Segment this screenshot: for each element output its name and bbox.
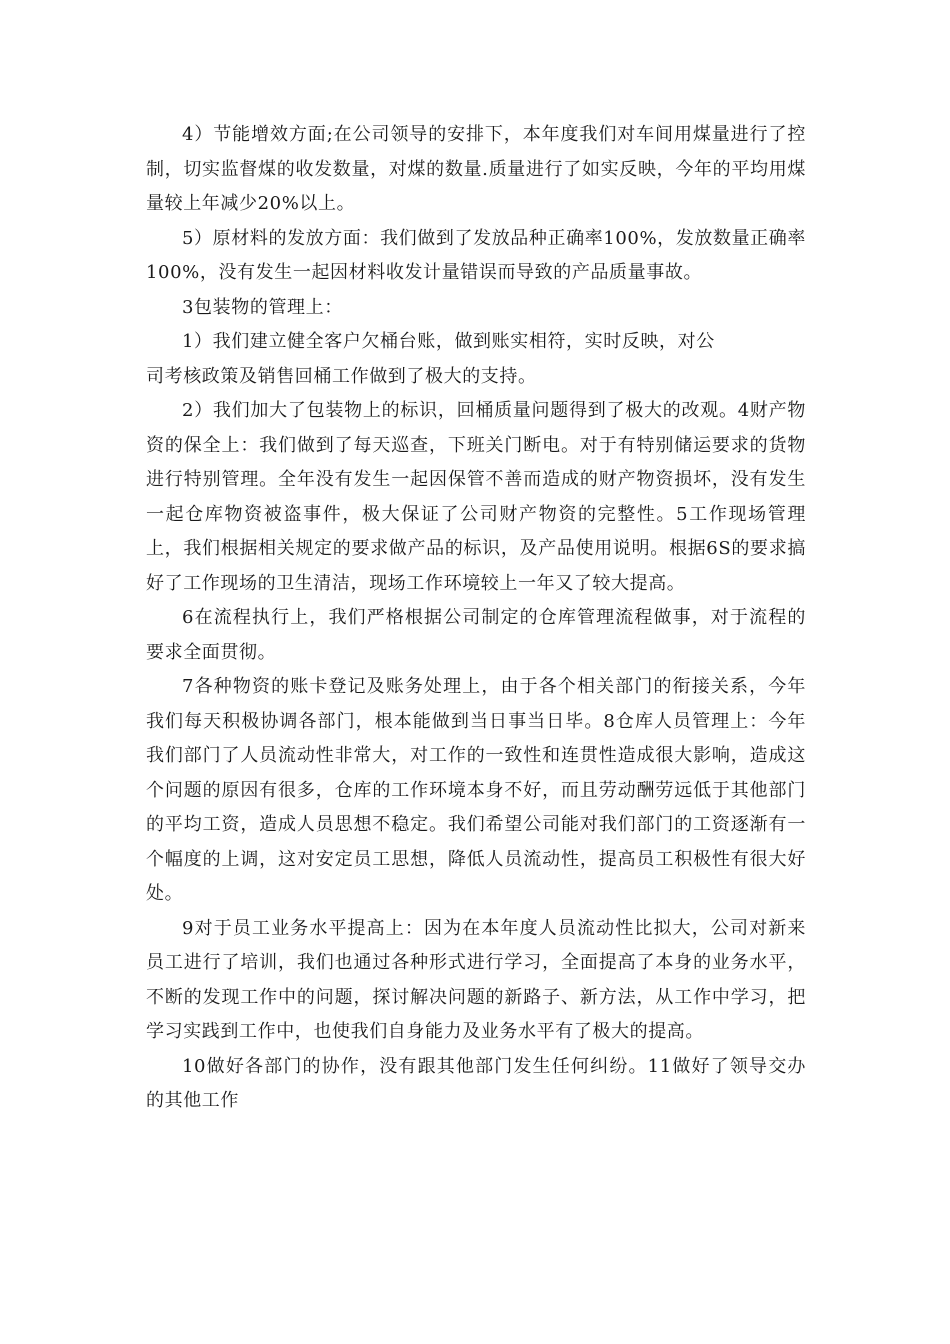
paragraph-packaging-ledger: 1）我们建立健全客户欠桶台账，做到账实相符，实时反映，对公 (182, 331, 715, 352)
paragraph-packaging-heading: 3包装物的管理上： (182, 296, 343, 318)
paragraph-accounts-and-staff: 7各种物资的账卡登记及账务处理上，由于各个相关部门的衔接关系，今年我们每天积极协调各部门，根本能做到当日事当日毕。8仓库人员管理上：今年我们部门了人员流动性非常大，对工作的一致性和连贯性造成很大影响，造成这个问题的原因有很多，仓库的工作环境本身不好，而且劳动酬劳远低于其他部门的平均工资，造成人员思想不稳定。我们希望公司能对我们部门的工资逐渐有一个幅度的上调，这对安定员工思想，降低人员流动性，提高员工积极性有很大好处。 (146, 676, 806, 904)
paragraph-staff-training: 9对于员工业务水平提高上：因为在本年度人员流动性比拟大，公司对新来员工进行了培训，我们也通过各种形式进行学习，全面提高了本身的业务水平，不断的发现工作中的问题，探讨解决问题的新路子、新方法，从工作中学习，把学习实践到工作中，也使我们自身能力及业务水平有了极大的提高。 (146, 917, 806, 1042)
paragraph-cooperation: 10做好各部门的协作，没有跟其他部门发生任何纠纷。11做好了领导交办的其他工作 (146, 1055, 806, 1111)
paragraph-process-execution: 6在流程执行上，我们严格根据公司制定的仓库管理流程做事，对于流程的要求全面贯彻。 (146, 607, 806, 663)
paragraph-packaging-marking: 2）我们加大了包装物上的标识，回桶质量问题得到了极大的改观。4财产物资的保全上：我们做到了每天巡查，下班关门断电。对于有特别储运要求的货物进行特别管理。全年没有发生一起因保管不善而造成的财产物资损坏，没有发生一起仓库物资被盗事件，极大保证了公司财产物资的完整性。5工作现场管理上，我们根据相关规定的要求做产品的标识，及产品使用说明。根据6S的要求搞好了工作现场的卫生清洁，现场工作环境较上一年又了较大提高。 (146, 400, 806, 594)
paragraph-material-distribution: 5）原材料的发放方面：我们做到了发放品种正确率100%，发放数量正确率100%，没有发生一起因材料收发计量错误而导致的产品质量事故。 (146, 227, 806, 283)
paragraph-packaging-ledger-continued: 司考核政策及销售回桶工作做到了极大的支持。 (146, 365, 537, 387)
paragraph-energy-saving: 4）节能增效方面;在公司领导的安排下，本年度我们对车间用煤量进行了控制，切实监督煤的收发数量，对煤的数量.质量进行了如实反映，今年的平均用煤量较上年减少20%以上。 (146, 124, 806, 214)
document-body (146, 118, 806, 1119)
